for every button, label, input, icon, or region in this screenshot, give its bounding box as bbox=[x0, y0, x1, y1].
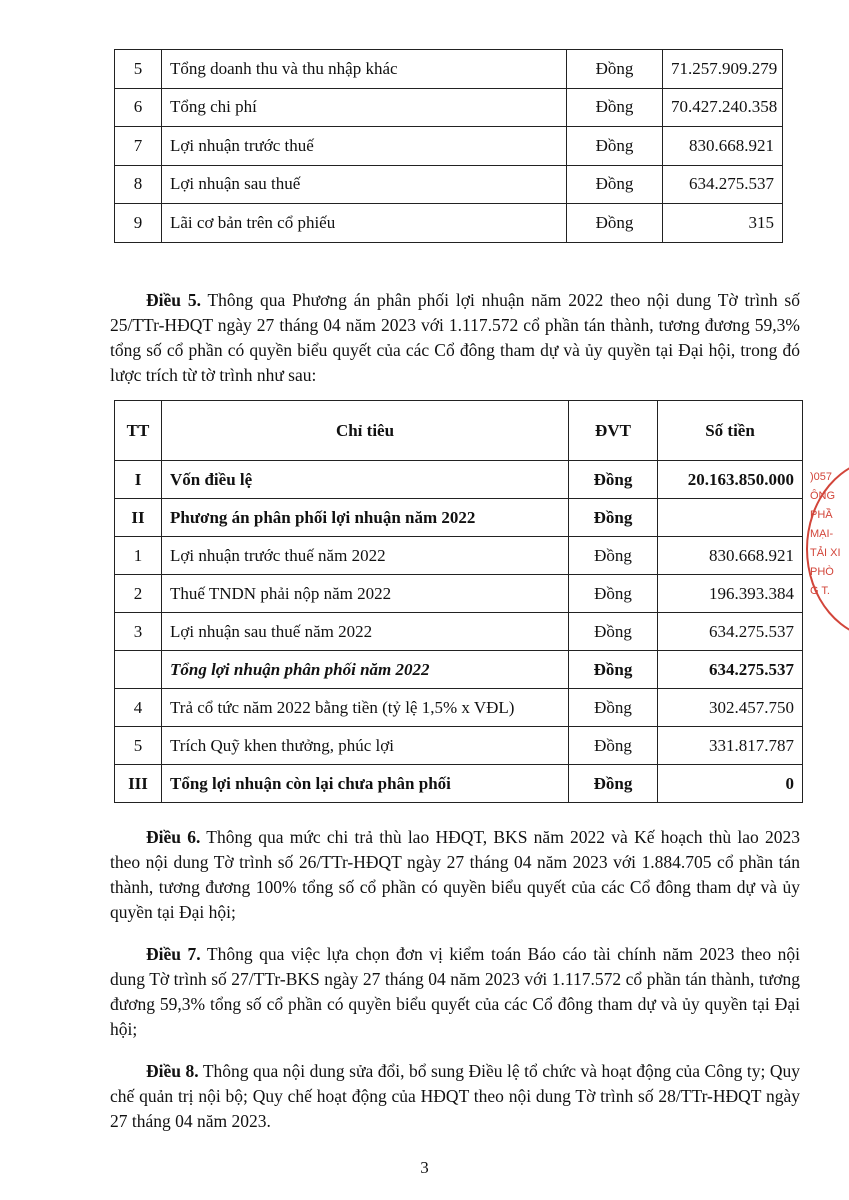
article-7 bbox=[110, 942, 800, 1042]
table-row bbox=[115, 537, 803, 575]
row-unit: Đồng bbox=[569, 765, 658, 803]
row-item: Vốn điều lệ bbox=[162, 461, 569, 499]
header-tt: TT bbox=[115, 401, 162, 461]
row-item: Tổng lợi nhuận còn lại chưa phân phối bbox=[162, 765, 569, 803]
article-5-label: Điều 5. bbox=[146, 290, 201, 310]
row-value: 71.257.909.279 bbox=[663, 50, 783, 89]
table-row bbox=[115, 575, 803, 613]
header-item: Chỉ tiêu bbox=[162, 401, 569, 461]
row-item: Lãi cơ bản trên cổ phiếu bbox=[162, 204, 567, 243]
header-unit: ĐVT bbox=[569, 401, 658, 461]
row-unit: Đồng bbox=[569, 575, 658, 613]
row-item: Trả cổ tức năm 2022 bằng tiền (tỷ lệ 1,5% x VĐL) bbox=[162, 689, 569, 727]
article-5 bbox=[110, 288, 800, 388]
header-amount: Số tiền bbox=[658, 401, 803, 461]
row-amount bbox=[658, 499, 803, 537]
table-row bbox=[115, 165, 783, 204]
row-unit: Đồng bbox=[569, 727, 658, 765]
row-value: 70.427.240.358 bbox=[663, 88, 783, 127]
profit-table-header-row bbox=[115, 401, 803, 461]
row-unit: Đồng bbox=[567, 204, 663, 243]
row-item: Lợi nhuận trước thuế năm 2022 bbox=[162, 537, 569, 575]
table-row bbox=[115, 727, 803, 765]
row-amount: 634.275.537 bbox=[658, 613, 803, 651]
seal-text bbox=[810, 468, 841, 601]
row-unit: Đồng bbox=[567, 127, 663, 166]
article-6 bbox=[110, 825, 800, 925]
row-unit: Đồng bbox=[569, 651, 658, 689]
row-unit: Đồng bbox=[567, 50, 663, 89]
table-row bbox=[115, 50, 783, 89]
row-value: 634.275.537 bbox=[663, 165, 783, 204]
article-6-text: Thông qua mức chi trả thù lao HĐQT, BKS năm 2022 và Kế hoạch thù lao 2023 theo nội dung Tờ trình số 26/TTr-HĐQT ngày 27 tháng 04 năm 2023 với 1.884.705 cổ phần tán thành, tương đương 100% tổng số cổ phần có quyền biểu quyết của các Cổ đông tham dự và ủy quyền tại Đại hội; bbox=[110, 827, 800, 922]
article-6-label: Điều 6. bbox=[146, 827, 201, 847]
row-item: Lợi nhuận trước thuế bbox=[162, 127, 567, 166]
row-tt: III bbox=[115, 765, 162, 803]
row-amount: 331.817.787 bbox=[658, 727, 803, 765]
row-amount: 634.275.537 bbox=[658, 651, 803, 689]
row-tt: I bbox=[115, 461, 162, 499]
seal-text-line: MẠI- bbox=[810, 528, 834, 540]
row-unit: Đồng bbox=[569, 461, 658, 499]
article-7-label: Điều 7. bbox=[146, 944, 201, 964]
seal-text-line: TẢI XI bbox=[810, 547, 841, 559]
seal-text-line: PHẦ bbox=[810, 509, 833, 521]
row-amount: 0 bbox=[658, 765, 803, 803]
company-seal-stamp bbox=[806, 458, 849, 636]
row-item: Tổng lợi nhuận phân phối năm 2022 bbox=[162, 651, 569, 689]
article-5-text: Thông qua Phương án phân phối lợi nhuận năm 2022 theo nội dung Tờ trình số 25/TTr-HĐQT ngày 27 tháng 04 năm 2023 với 1.117.572 cổ phần tán thành, tương đương 59,3% tổng số cổ phần có quyền biểu quyết của các Cổ đông tham dự và ủy quyền tại Đại hội, trong đó lược trích từ tờ trình như sau: bbox=[110, 290, 800, 385]
row-item: Thuế TNDN phải nộp năm 2022 bbox=[162, 575, 569, 613]
row-amount: 196.393.384 bbox=[658, 575, 803, 613]
row-unit: Đồng bbox=[569, 537, 658, 575]
table-row bbox=[115, 461, 803, 499]
row-tt: 2 bbox=[115, 575, 162, 613]
article-7-text: Thông qua việc lựa chọn đơn vị kiểm toán Báo cáo tài chính năm 2023 theo nội dung Tờ trình số 27/TTr-BKS ngày 27 tháng 04 năm 2023 với 1.117.572 cổ phần tán thành, tương đương 59,3% tổng số cổ phần có quyền biểu quyết của các Cổ đông tham dự và ủy quyền tại Đại hội; bbox=[110, 944, 801, 1039]
row-unit: Đồng bbox=[567, 165, 663, 204]
seal-text-line: )057 bbox=[810, 471, 833, 483]
table-row bbox=[115, 613, 803, 651]
row-tt: II bbox=[115, 499, 162, 537]
row-tt: 4 bbox=[115, 689, 162, 727]
article-8-text: Thông qua nội dung sửa đổi, bổ sung Điều lệ tổ chức và hoạt động của Công ty; Quy chế quản trị nội bộ; Quy chế hoạt động của HĐQT theo nội dung Tờ trình số 28/TTr-HĐQT ngày 27 tháng 04 năm 2023. bbox=[110, 1061, 801, 1131]
row-number: 6 bbox=[115, 88, 162, 127]
row-item: Lợi nhuận sau thuế bbox=[162, 165, 567, 204]
row-number: 9 bbox=[115, 204, 162, 243]
row-tt bbox=[115, 651, 162, 689]
seal-text-line: PHÒ bbox=[810, 566, 834, 578]
results-table bbox=[114, 49, 783, 243]
row-item: Trích Quỹ khen thưởng, phúc lợi bbox=[162, 727, 569, 765]
row-unit: Đồng bbox=[569, 613, 658, 651]
row-tt: 3 bbox=[115, 613, 162, 651]
profit-distribution-table bbox=[114, 400, 803, 803]
row-value: 830.668.921 bbox=[663, 127, 783, 166]
row-unit: Đồng bbox=[569, 499, 658, 537]
table-row bbox=[115, 765, 803, 803]
row-tt: 5 bbox=[115, 727, 162, 765]
row-amount: 302.457.750 bbox=[658, 689, 803, 727]
table-row bbox=[115, 88, 783, 127]
row-item: Lợi nhuận sau thuế năm 2022 bbox=[162, 613, 569, 651]
table-row bbox=[115, 651, 803, 689]
row-amount: 830.668.921 bbox=[658, 537, 803, 575]
table-row bbox=[115, 204, 783, 243]
row-number: 5 bbox=[115, 50, 162, 89]
row-number: 8 bbox=[115, 165, 162, 204]
table-row bbox=[115, 499, 803, 537]
row-unit: Đồng bbox=[569, 689, 658, 727]
page-number: 3 bbox=[420, 1158, 429, 1177]
row-amount: 20.163.850.000 bbox=[658, 461, 803, 499]
row-number: 7 bbox=[115, 127, 162, 166]
row-item: Phương án phân phối lợi nhuận năm 2022 bbox=[162, 499, 569, 537]
table-row bbox=[115, 689, 803, 727]
row-value: 315 bbox=[663, 204, 783, 243]
row-item: Tổng doanh thu và thu nhập khác bbox=[162, 50, 567, 89]
seal-text-line: G T. bbox=[810, 585, 830, 597]
row-item: Tổng chi phí bbox=[162, 88, 567, 127]
row-unit: Đồng bbox=[567, 88, 663, 127]
table-row bbox=[115, 127, 783, 166]
seal-text-line: ÔNG bbox=[810, 490, 836, 502]
row-tt: 1 bbox=[115, 537, 162, 575]
article-8 bbox=[110, 1059, 800, 1134]
article-8-label: Điều 8. bbox=[146, 1061, 199, 1081]
